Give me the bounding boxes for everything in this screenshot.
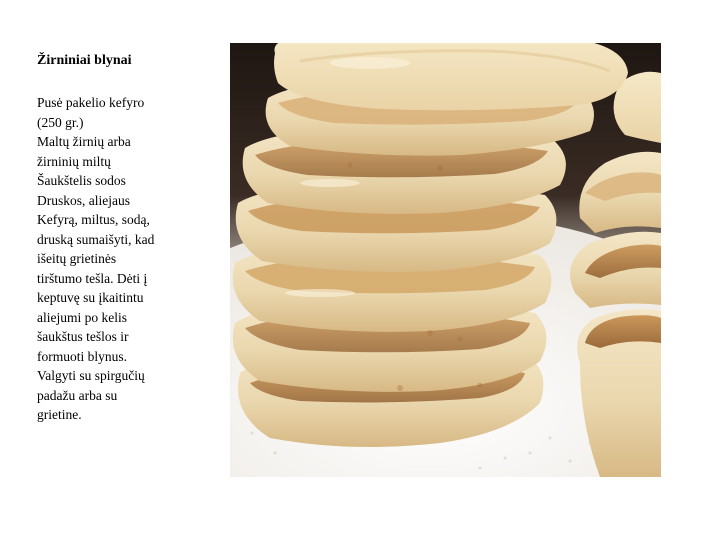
recipe-line: grietine. xyxy=(37,407,82,422)
pancake-stack-photo xyxy=(230,43,661,477)
recipe-line: Kefyrą, miltus, sodą, xyxy=(37,212,150,227)
recipe-line: išeitų grietinės xyxy=(37,251,117,266)
recipe-line: druską sumaišyti, kad xyxy=(37,231,155,247)
recipe-line: šaukštus tešlos ir xyxy=(37,329,129,344)
recipe-line: keptuvę su įkaitintu xyxy=(37,290,144,305)
recipe-line: formuoti blynus. xyxy=(37,348,127,364)
recipe-text xyxy=(37,93,217,425)
recipe-line: padažu arba su xyxy=(37,387,118,403)
recipe-line: aliejumi po kelis xyxy=(37,309,127,325)
recipe-line: tirštumo tešla. Dėti į xyxy=(37,270,148,286)
recipe-line: (250 gr.) xyxy=(37,114,84,130)
recipe-line: Šaukštelis sodos xyxy=(37,173,126,188)
recipe-line: Druskos, aliejaus xyxy=(37,192,130,208)
recipe-title: Žirniniai blynai xyxy=(37,53,132,68)
recipe-line: Maltų žirnių arba xyxy=(37,134,131,149)
recipe-line: žirninių miltų xyxy=(37,153,111,169)
recipe-line: Pusė pakelio kefyro xyxy=(37,95,145,110)
recipe-line: Valgyti su spirgučių xyxy=(37,368,145,383)
